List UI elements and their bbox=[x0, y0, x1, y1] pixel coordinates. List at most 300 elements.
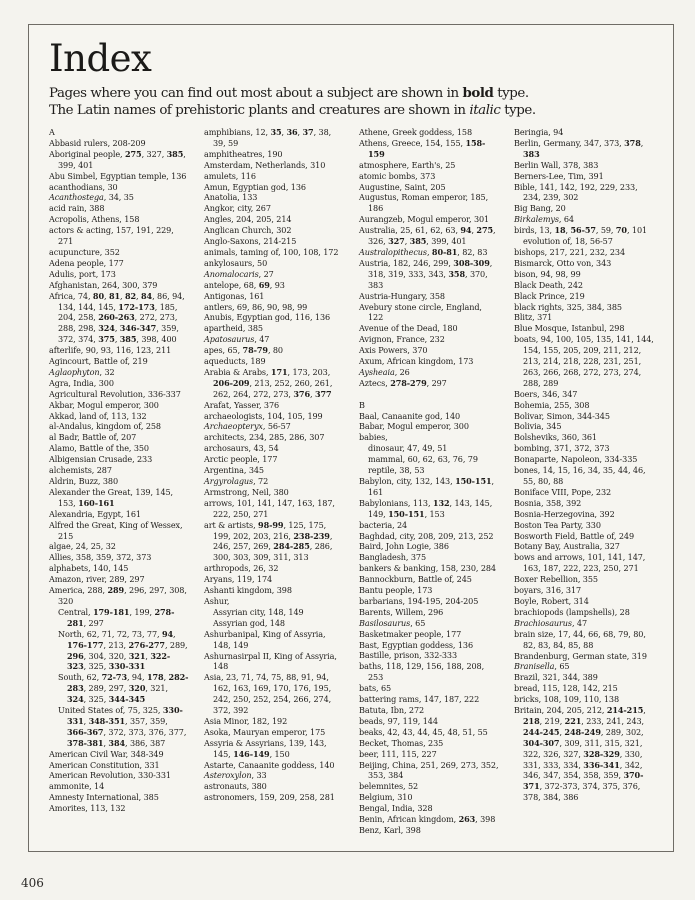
index-entry bbox=[204, 563, 344, 574]
index-entry bbox=[359, 498, 499, 520]
latin-name: Archaeopteryx bbox=[204, 421, 263, 432]
entry-text: antelope, 68, bbox=[204, 279, 259, 290]
index-entry bbox=[204, 760, 344, 771]
index-entry bbox=[359, 356, 499, 367]
entry-text: Baal, Canaanite god, 140 bbox=[359, 410, 461, 421]
index-subentry bbox=[359, 443, 499, 454]
entry-text: Assyrian city, 148, 149 bbox=[213, 606, 304, 617]
entry-text: acanthodians, 30 bbox=[49, 181, 118, 192]
index-entry bbox=[514, 138, 654, 160]
entry-text: , 398 bbox=[475, 814, 496, 825]
entry-text: architects, 234, 285, 286, 307 bbox=[204, 432, 325, 443]
index-entry bbox=[204, 629, 344, 651]
entry-text: bones, 14, 15, 16, 34, 35, 44, 46, 55, 80, 88 bbox=[514, 465, 646, 486]
entry-text: Bolivar, Simon, 344-345 bbox=[514, 410, 610, 421]
entry-text: alphabets, 140, 145 bbox=[49, 563, 129, 574]
bold-page-ref: 275 bbox=[476, 225, 494, 236]
index-entry bbox=[49, 585, 189, 607]
entry-text: Abu Simbel, Egyptian temple, 136 bbox=[49, 170, 187, 181]
entry-text: , bbox=[297, 127, 303, 137]
index-entry bbox=[514, 421, 654, 432]
entry-text: , bbox=[640, 137, 644, 148]
entry-text: bacteria, 24 bbox=[359, 519, 408, 530]
entry-text: Bosnia, 358, 392 bbox=[514, 497, 582, 508]
entry-text: Arctic people, 177 bbox=[204, 454, 278, 465]
index-entry bbox=[204, 443, 344, 454]
entry-text: al Badr, Battle of, 207 bbox=[49, 432, 137, 443]
index-entry bbox=[359, 650, 499, 661]
index-entry bbox=[204, 738, 344, 760]
index-entry bbox=[204, 520, 344, 564]
entry-text: boats, 94, 100, 105, 135, 141, 144, 154, 155, 205, 209, 211, 212, 213, 214, 218, 228, 231, 251, 263, 266, 268, 272, 273, 274, 288, 289 bbox=[514, 334, 654, 388]
index-entry bbox=[514, 607, 654, 618]
index-entry bbox=[204, 291, 344, 302]
index-entry bbox=[359, 727, 499, 738]
index-entry bbox=[359, 258, 499, 291]
entry-text: Alfred the Great, King of Wessex, 215 bbox=[49, 519, 183, 541]
bold-page-ref: 385 bbox=[119, 334, 137, 345]
index-entry bbox=[359, 607, 499, 618]
entry-text: , 321, bbox=[145, 683, 168, 694]
index-entry bbox=[49, 378, 189, 389]
entry-text: , 213, bbox=[103, 639, 129, 650]
entry-text: astronauts, 380 bbox=[204, 781, 267, 792]
index-entry bbox=[514, 203, 654, 214]
entry-text: Ashur, bbox=[204, 595, 230, 606]
bold-page-ref: 146-149 bbox=[233, 748, 270, 759]
bold-page-ref: 384 bbox=[108, 737, 126, 748]
entry-text: Bolivia, 345 bbox=[514, 421, 562, 432]
entry-text: Bismarck, Otto von, 343 bbox=[514, 257, 612, 268]
entry-text: , 143, 145, 149, bbox=[368, 497, 493, 519]
index-entry bbox=[514, 389, 654, 400]
entry-text: , 296, 297, 308, 320 bbox=[58, 585, 187, 606]
entry-text: Assyria & Assyrians, 139, 143, 145, bbox=[204, 737, 327, 759]
entry-text: archaeologists, 104, 105, 199 bbox=[204, 410, 323, 421]
entry-text: Benz, Karl, 398 bbox=[359, 824, 421, 835]
index-entry bbox=[49, 454, 189, 465]
entry-text: Ashurnasirpal II, King of Assyria, 148 bbox=[204, 650, 337, 672]
entry-text: Akbar, Mogul emperor, 300 bbox=[49, 399, 159, 410]
index-entry bbox=[514, 182, 654, 204]
index-entry bbox=[514, 432, 654, 443]
bold-page-ref: 172-173 bbox=[118, 301, 155, 312]
entry-text: , bbox=[120, 290, 125, 301]
intro-text: type. bbox=[493, 86, 529, 101]
entry-text: Amun, Egyptian god, 136 bbox=[204, 181, 306, 192]
entry-text: bishops, 217, 221, 232, 234 bbox=[514, 246, 626, 257]
entry-text: Abbasid rulers, 208-209 bbox=[49, 137, 146, 148]
entry-text: bats, 65 bbox=[359, 683, 392, 694]
index-entry bbox=[204, 651, 344, 673]
entry-text: Baird, John Logie, 386 bbox=[359, 541, 449, 552]
entry-text: , 56-57 bbox=[262, 421, 291, 432]
bold-page-ref: 260-263 bbox=[98, 312, 135, 323]
entry-text: Angkor, city, 267 bbox=[204, 203, 271, 214]
entry-text: American Civil War, 348-349 bbox=[49, 748, 164, 759]
entry-text: Benin, African kingdom, bbox=[359, 814, 459, 825]
bold-page-ref: 206-209 bbox=[213, 377, 250, 388]
index-entry bbox=[359, 760, 499, 782]
bold-page-ref: 366-367 bbox=[67, 726, 104, 737]
page-number: 406 bbox=[21, 876, 44, 890]
index-entry bbox=[359, 825, 499, 836]
entry-text: , 33 bbox=[251, 770, 267, 781]
index-entry bbox=[204, 312, 344, 323]
index-entry bbox=[359, 629, 499, 640]
entry-text: Boxer Rebellion, 355 bbox=[514, 574, 598, 585]
index-page-frame bbox=[28, 24, 674, 852]
entry-text: Allies, 358, 359, 372, 373 bbox=[49, 552, 152, 563]
entry-text: , bbox=[281, 127, 287, 137]
index-entry bbox=[204, 498, 344, 520]
index-entry bbox=[359, 378, 499, 389]
bold-page-ref: 80 bbox=[92, 290, 104, 301]
index-entry bbox=[514, 651, 654, 662]
index-entry bbox=[204, 487, 344, 498]
bold-page-ref: 275 bbox=[124, 148, 142, 159]
entry-text: al-Andalus, kingdom of, 258 bbox=[49, 421, 161, 432]
index-entry bbox=[49, 476, 189, 487]
entry-text: Ashurbanipal, King of Assyria, 148, 149 bbox=[204, 628, 326, 650]
bold-page-ref: 80-81 bbox=[431, 246, 458, 257]
index-entry bbox=[359, 160, 499, 171]
entry-text: Black Prince, 219 bbox=[514, 290, 585, 301]
entry-text: , 386, 387 bbox=[125, 737, 166, 748]
index-entry bbox=[359, 345, 499, 356]
index-entry bbox=[49, 214, 189, 225]
index-entry bbox=[514, 454, 654, 465]
intro-italic-word: italic bbox=[469, 102, 501, 118]
bold-page-ref: 218 bbox=[523, 715, 540, 726]
entry-text: Astarte, Canaanite goddess, 140 bbox=[204, 759, 335, 770]
index-subentry bbox=[49, 672, 189, 705]
entry-text: Barents, Willem, 296 bbox=[359, 606, 444, 617]
index-subentry bbox=[49, 607, 189, 629]
entry-text: Bosworth Field, Battle of, 249 bbox=[514, 530, 634, 541]
bold-page-ref: 376 bbox=[293, 388, 310, 399]
index-entry bbox=[359, 618, 499, 629]
entry-text: , 125, 175, 199, 202, 203, 216, bbox=[213, 519, 327, 541]
entry-text: bankers & banking, 158, 230, 284 bbox=[359, 563, 496, 574]
latin-name: Acanthostega bbox=[49, 192, 104, 203]
entry-text: , 82, 83 bbox=[457, 246, 488, 257]
index-entry bbox=[49, 171, 189, 182]
bold-page-ref: 378 bbox=[624, 137, 641, 148]
entry-text: antlers, 69, 86, 90, 98, 99 bbox=[204, 301, 308, 312]
index-entry bbox=[204, 356, 344, 367]
bold-page-ref: 37 bbox=[302, 127, 314, 137]
bold-page-ref: 278-281 bbox=[67, 606, 175, 628]
entry-text: Boers, 346, 347 bbox=[514, 388, 578, 399]
index-entry bbox=[204, 258, 344, 269]
index-entry bbox=[204, 192, 344, 203]
entry-text: Africa, 74, bbox=[49, 290, 93, 301]
index-subentry bbox=[359, 465, 499, 476]
bold-page-ref: 328-329 bbox=[583, 748, 620, 759]
index-entry bbox=[204, 716, 344, 727]
bold-page-ref: 375 bbox=[98, 334, 115, 345]
index-entry bbox=[514, 127, 654, 138]
index-entry bbox=[49, 247, 189, 258]
entry-text: , bbox=[114, 334, 120, 345]
entry-text: Albigensian Crusade, 233 bbox=[49, 454, 153, 465]
index-entry bbox=[359, 803, 499, 814]
entry-text: , bbox=[173, 628, 176, 639]
entry-text: battering rams, 147, 187, 222 bbox=[359, 694, 480, 705]
entry-text: , 64 bbox=[558, 214, 574, 225]
index-entry bbox=[49, 541, 189, 552]
entry-text: Central, bbox=[58, 606, 93, 617]
entry-text: Amazon, river, 289, 297 bbox=[49, 574, 145, 585]
entry-text: , 93 bbox=[269, 279, 285, 290]
index-entry bbox=[204, 127, 344, 149]
entry-text: , 185, 204, 258, bbox=[58, 301, 178, 323]
index-entry bbox=[204, 149, 344, 160]
entry-text: , 289, 297, bbox=[83, 683, 129, 694]
intro-line-italic-note bbox=[49, 103, 659, 120]
entry-text: Bonaparte, Napoleon, 334-335 bbox=[514, 454, 638, 465]
index-column-3 bbox=[359, 127, 499, 836]
bold-page-ref: 278-279 bbox=[390, 377, 427, 388]
entry-text: , 246, 257, 269, bbox=[213, 530, 333, 552]
entry-text: art & artists, bbox=[204, 519, 259, 530]
bold-page-ref: 56-57 bbox=[570, 225, 596, 236]
entry-text: reptile, 38, 53 bbox=[368, 465, 425, 476]
bold-page-ref: 160-161 bbox=[78, 497, 115, 508]
entry-text: Adulis, port, 173 bbox=[49, 268, 116, 279]
index-entry bbox=[359, 302, 499, 324]
index-entry bbox=[49, 432, 189, 443]
entry-text: B bbox=[359, 399, 365, 410]
latin-name: Basilosaurus bbox=[359, 617, 411, 628]
index-entry bbox=[514, 465, 654, 487]
entry-text: , 72 bbox=[253, 476, 269, 486]
entry-text: Assyrian god, 148 bbox=[213, 617, 285, 628]
entry-text: Arabia & Arabs, bbox=[204, 366, 271, 377]
index-entry bbox=[514, 225, 654, 236]
intro-line-bold-note bbox=[49, 85, 659, 103]
entry-text: Amnesty International, 385 bbox=[49, 792, 159, 803]
entry-text: , 86, 94, 134, 144, 145, bbox=[58, 290, 185, 312]
latin-name: Birkalemys bbox=[514, 214, 559, 225]
entry-text: , 325, bbox=[83, 694, 109, 705]
index-entry bbox=[359, 421, 499, 432]
index-entry bbox=[514, 487, 654, 498]
bold-page-ref: 308-309 bbox=[453, 257, 490, 268]
entry-text: , 309, 311, 315, 321, 322, 326, 327, bbox=[523, 737, 643, 759]
intro-text: type. bbox=[500, 102, 536, 118]
bold-page-ref: 263 bbox=[458, 814, 476, 825]
entry-text: , bbox=[114, 323, 120, 334]
entry-text: Anatolia, 133 bbox=[204, 192, 258, 203]
index-entry bbox=[514, 661, 654, 672]
entry-text: bombing, 371, 372, 373 bbox=[514, 443, 610, 454]
entry-text: Baghdad, city, 208, 209, 213, 252 bbox=[359, 530, 494, 541]
entry-text: United States of, 75, 325, bbox=[58, 705, 163, 716]
index-entry bbox=[359, 247, 499, 258]
entry-text: Babylon, city, 132, 143, bbox=[359, 475, 456, 486]
index-entry bbox=[49, 749, 189, 760]
entry-text: , 173, 203, bbox=[287, 366, 331, 377]
index-columns bbox=[49, 127, 665, 847]
index-entry bbox=[204, 323, 344, 334]
index-entry bbox=[204, 334, 344, 345]
index-entry bbox=[514, 160, 654, 171]
index-entry bbox=[359, 596, 499, 607]
index-entry bbox=[49, 225, 189, 247]
index-entry bbox=[514, 171, 654, 182]
index-entry bbox=[204, 465, 344, 476]
index-entry bbox=[204, 302, 344, 313]
index-subentry bbox=[359, 454, 499, 465]
bold-page-ref: 176-177 bbox=[67, 639, 104, 650]
bold-page-ref: 324 bbox=[98, 323, 115, 334]
bold-page-ref: 150-151 bbox=[455, 475, 492, 486]
entry-text: Akkad, land of, 113, 132 bbox=[49, 410, 147, 421]
index-entry bbox=[204, 432, 344, 443]
entry-text: Berners-Lee, Tim, 391 bbox=[514, 170, 604, 181]
index-entry bbox=[49, 192, 189, 203]
index-entry bbox=[204, 727, 344, 738]
bold-page-ref: 158-159 bbox=[368, 137, 486, 159]
entry-text: Babar, Mogul emperor, 300 bbox=[359, 421, 469, 432]
entry-text: Anglo-Saxons, 214-215 bbox=[204, 236, 297, 247]
entry-text: , bbox=[83, 715, 89, 726]
entry-text: Ashanti kingdom, 398 bbox=[204, 585, 292, 596]
entry-text: Brazil, 321, 344, 389 bbox=[514, 672, 598, 683]
entry-text: belemnites, 52 bbox=[359, 781, 419, 792]
index-entry bbox=[359, 520, 499, 531]
entry-text: atmosphere, Earth's, 25 bbox=[359, 159, 456, 170]
bold-page-ref: 70 bbox=[615, 225, 627, 236]
entry-text: Beijing, China, 251, 269, 273, 352, 353, 384 bbox=[359, 759, 499, 781]
index-entry bbox=[49, 138, 189, 149]
page-title: Index bbox=[49, 37, 152, 80]
entry-text: , 65 bbox=[554, 661, 570, 672]
bold-page-ref: 18 bbox=[554, 225, 566, 236]
index-entry bbox=[359, 323, 499, 334]
index-entry bbox=[514, 269, 654, 280]
entry-text: Britain, 204, 205, 212, bbox=[514, 705, 607, 716]
index-entry bbox=[49, 367, 189, 378]
bold-page-ref: 84 bbox=[141, 290, 153, 301]
index-entry bbox=[49, 389, 189, 400]
index-column-1 bbox=[49, 127, 189, 814]
entry-text: mammal, 60, 62, 63, 76, 79 bbox=[368, 454, 478, 465]
entry-text: Beringia, 94 bbox=[514, 127, 564, 137]
index-section-letter bbox=[49, 127, 189, 138]
entry-text: Antigonas, 161 bbox=[204, 290, 265, 301]
entry-text: , bbox=[471, 225, 477, 236]
index-entry bbox=[204, 781, 344, 792]
entry-text: evolution of, 18, 56-57 bbox=[523, 236, 613, 247]
entry-text: dinosaur, 47, 49, 51 bbox=[368, 443, 448, 454]
index-entry bbox=[49, 291, 189, 346]
entry-text: birds, 13, bbox=[514, 225, 555, 236]
index-entry bbox=[204, 411, 344, 422]
index-entry bbox=[359, 694, 499, 705]
bold-page-ref: 69 bbox=[258, 279, 270, 290]
index-entry bbox=[49, 563, 189, 574]
entry-text: actors & acting, 157, 191, 229, 271 bbox=[49, 225, 174, 247]
index-entry bbox=[49, 552, 189, 563]
index-intro bbox=[49, 85, 659, 119]
index-entry bbox=[514, 694, 654, 705]
entry-text: boyars, 316, 317 bbox=[514, 585, 582, 596]
entry-text: , 342, 346, 347, 354, 358, 359, bbox=[523, 759, 643, 781]
index-entry bbox=[359, 541, 499, 552]
entry-text: , 213, 252, 260, 261, 262, 264, 272, 273, bbox=[213, 377, 333, 399]
entry-text: Aurangzeb, Mogul emperor, 301 bbox=[359, 214, 490, 225]
bold-page-ref: 330-331 bbox=[67, 705, 183, 726]
entry-text: baths, 118, 129, 156, 188, 208, 253 bbox=[359, 661, 485, 683]
index-entry bbox=[49, 421, 189, 432]
bold-page-ref: 94 bbox=[161, 628, 174, 639]
latin-name: Aglaophyton bbox=[49, 366, 100, 377]
index-entry bbox=[359, 814, 499, 825]
entry-text: apes, 65, bbox=[204, 345, 243, 356]
entry-text: Axum, African kingdom, 173 bbox=[359, 356, 474, 367]
index-entry bbox=[514, 585, 654, 596]
index-entry bbox=[204, 160, 344, 171]
entry-text: , 47 bbox=[571, 617, 588, 628]
bold-page-ref: 276-277 bbox=[128, 639, 165, 650]
latin-name: Australopithecus bbox=[359, 246, 427, 257]
entry-text: American Constitution, 331 bbox=[49, 759, 160, 770]
index-entry bbox=[49, 760, 189, 771]
entry-text: Boston Tea Party, 330 bbox=[514, 519, 601, 530]
entry-text: , 38, 39, 59 bbox=[213, 127, 332, 148]
entry-text: , 330, 331, 333, 334, bbox=[523, 748, 643, 770]
entry-text: Angles, 204, 205, 214 bbox=[204, 214, 292, 225]
entry-text: Belgium, 310 bbox=[359, 792, 413, 803]
entry-text: Amsterdam, Netherlands, 310 bbox=[204, 159, 326, 170]
index-entry bbox=[49, 574, 189, 585]
index-section-letter bbox=[359, 400, 499, 411]
entry-text: , 327, bbox=[141, 148, 167, 159]
bold-page-ref: 385 bbox=[409, 236, 427, 247]
entry-text: , 161 bbox=[368, 475, 494, 497]
index-entry bbox=[359, 574, 499, 585]
entry-text: Athens, Greece, 154, 155, bbox=[359, 137, 466, 148]
index-entry bbox=[204, 574, 344, 585]
latin-name: Aysheaia bbox=[359, 366, 395, 377]
index-entry bbox=[359, 749, 499, 760]
entry-text: Botany Bay, Australia, 327 bbox=[514, 541, 620, 552]
index-entry bbox=[359, 138, 499, 160]
index-entry bbox=[514, 291, 654, 302]
index-entry bbox=[49, 443, 189, 454]
index-entry bbox=[514, 541, 654, 552]
entry-text: , 272, 273, 288, 298, bbox=[58, 312, 178, 334]
latin-name: Anomalocaris bbox=[204, 268, 259, 279]
entry-text: Brandenburg, German state, 319 bbox=[514, 650, 647, 661]
entry-text: South, 62, bbox=[58, 672, 102, 683]
index-entry bbox=[514, 400, 654, 411]
entry-text: Adena people, 177 bbox=[49, 257, 124, 268]
index-subentry bbox=[49, 629, 189, 673]
entry-text: Blitz, 371 bbox=[514, 312, 553, 323]
bold-page-ref: 221 bbox=[564, 715, 582, 726]
entry-text: , 233, 241, 243, bbox=[581, 715, 645, 726]
index-entry bbox=[204, 236, 344, 247]
entry-text: Batuta, Ibn, 272 bbox=[359, 705, 425, 716]
entry-text: Blue Mosque, Istanbul, 298 bbox=[514, 323, 625, 334]
index-subentry bbox=[514, 236, 654, 247]
bold-page-ref: 346-347 bbox=[119, 323, 157, 334]
entry-text: black rights, 325, 384, 385 bbox=[514, 301, 622, 312]
